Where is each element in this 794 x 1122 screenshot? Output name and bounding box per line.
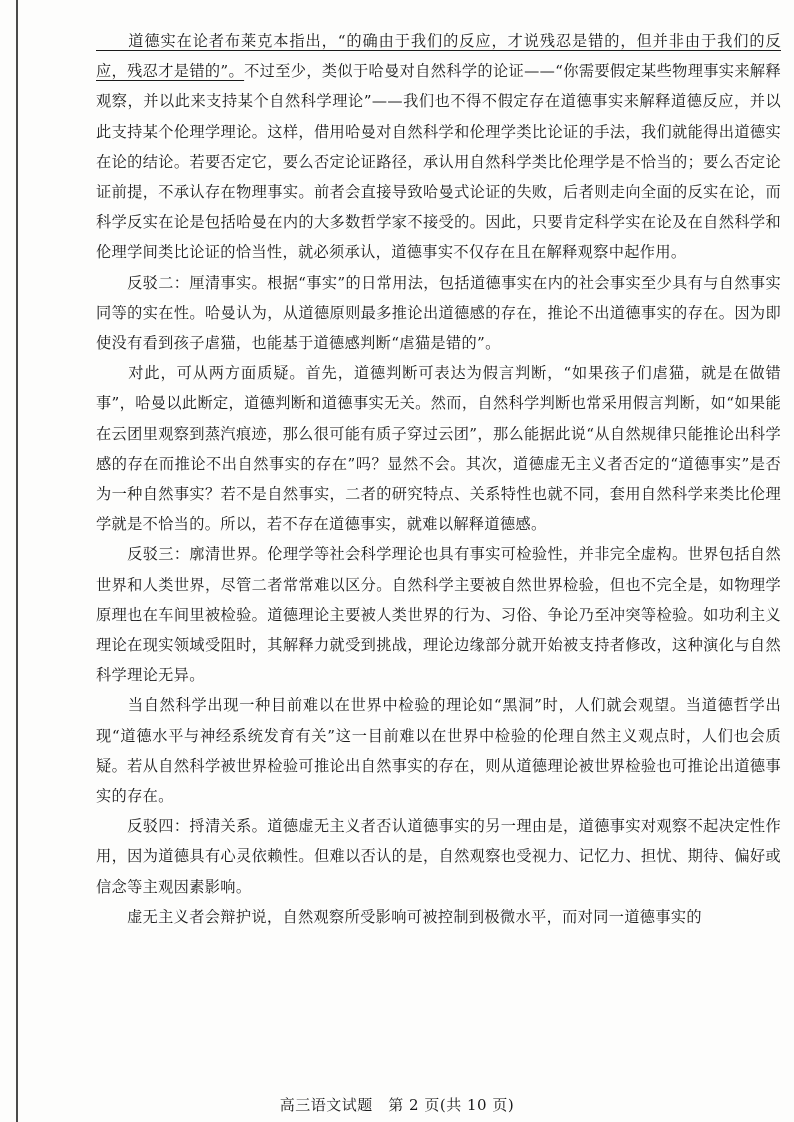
paragraph-text: 反驳四：捋清关系。道德虚无主义者否认道德事实的另一理由是，道德事实对观察不起决定性作用，因为道德具有心灵依赖性。但难以否认的是，自然观察也受视力、记忆力、担忧、期待、偏好或信念等主观因素影响。	[96, 817, 781, 896]
body-text	[96, 26, 781, 932]
paragraph	[96, 690, 781, 811]
paragraph-text: 不过至少，类似于哈曼对自然科学的论证——“你需要假定某些物理事实来解释观察，并以此来支持某个自然科学理论”——我们也不得不假定存在道德事实来解释道德反应，并以此支持某个伦理学理论。这样，借用哈曼对自然科学和伦理学类比论证的手法，我们就能得出道德实在论的结论。若要否定它，要么否定论证路径，承认用自然科学类比伦理学是不恰当的；要么否定论证前提，不承认存在物理事实。前者会直接导致哈曼式论证的失败，后者则走向全面的反实在论，而科学反实在论是包括哈曼在内的大多数哲学家不接受的。因此，只要肯定科学实在论及在自然科学和伦理学间类比论证的恰当性，就必须承认，道德事实不仅存在且在解释观察中起作用。	[96, 62, 781, 262]
paragraph-text: 反驳二：厘清事实。根据“事实”的日常用法，包括道德事实在内的社会事实至少具有与自然事实同等的实在性。哈曼认为，从道德原则最多推论出道德感的存在，推论不出道德事实的存在。因为即使没有看到孩子虐猫，也能基于道德感判断“虐猫是错的”。	[96, 273, 781, 353]
paragraph	[96, 811, 781, 902]
paragraph	[96, 26, 781, 268]
paragraph	[96, 902, 781, 932]
binding-margin-line	[16, 0, 18, 1122]
paragraph-text: 当自然科学出现一种目前难以在世界中检验的理论如“黑洞”时，人们就会观望。当道德哲学出现“道德水平与神经系统发育有关”这一目前难以在世界中检验的伦理自然主义观点时，人们也会质疑。若从自然科学被世界检验可推论出自然事实的存在，则从道德理论被世界检验也可推论出道德事实的存在。	[96, 696, 781, 806]
paragraph	[96, 268, 781, 359]
paragraph-text: 反驳三：廓清世界。伦理学等社会科学理论也具有事实可检验性，并非完全虚构。世界包括自然世界和人类世界，尽管二者常常难以区分。自然科学主要被自然世界检验，但也不完全是，如物理学原理也在车间里被检验。道德理论主要被人类世界的行为、习俗、争论乃至冲突等检验。如功利主义理论在现实领域受阻时，其解释力就受到挑战，理论边缘部分就开始被支持者修改，这种演化与自然科学理论无异。	[96, 545, 781, 685]
page-footer: 高三语文试题 第 2 页(共 10 页)	[279, 1096, 515, 1114]
paragraph-text: 虚无主义者会辩护说，自然观察所受影响可被控制到极微水平，而对同一道德事实的	[96, 907, 702, 926]
paragraph	[96, 539, 781, 690]
paragraph	[96, 358, 781, 539]
underlined-quote-sentence: 道德实在论者布莱克本指出，“的确由于我们的反应，才说残忍是错的，但并非由于我们的反应，残忍才是错的”。	[96, 32, 781, 81]
paragraph-text: 对此，可从两方面质疑。首先，道德判断可表达为假言判断，“如果孩子们虐猫，就是在做错事”，哈曼以此断定，道德判断和道德事实无关。然而，自然科学判断也常采用假言判断，如“如果能在云团里观察到蒸汽痕迹，那么很可能有质子穿过云团”，那么能据此说“从自然规律只能推论出科学感的存在而推论不出自然事实的存在”吗？显然不会。其次，道德虚无主义者否定的“道德事实”是否为一种自然事实？若不是自然事实，二者的研究特点、关系特性也就不同，套用自然科学来类比伦理学就是不恰当的。所以，若不存在道德事实，就难以解释道德感。	[96, 364, 781, 534]
